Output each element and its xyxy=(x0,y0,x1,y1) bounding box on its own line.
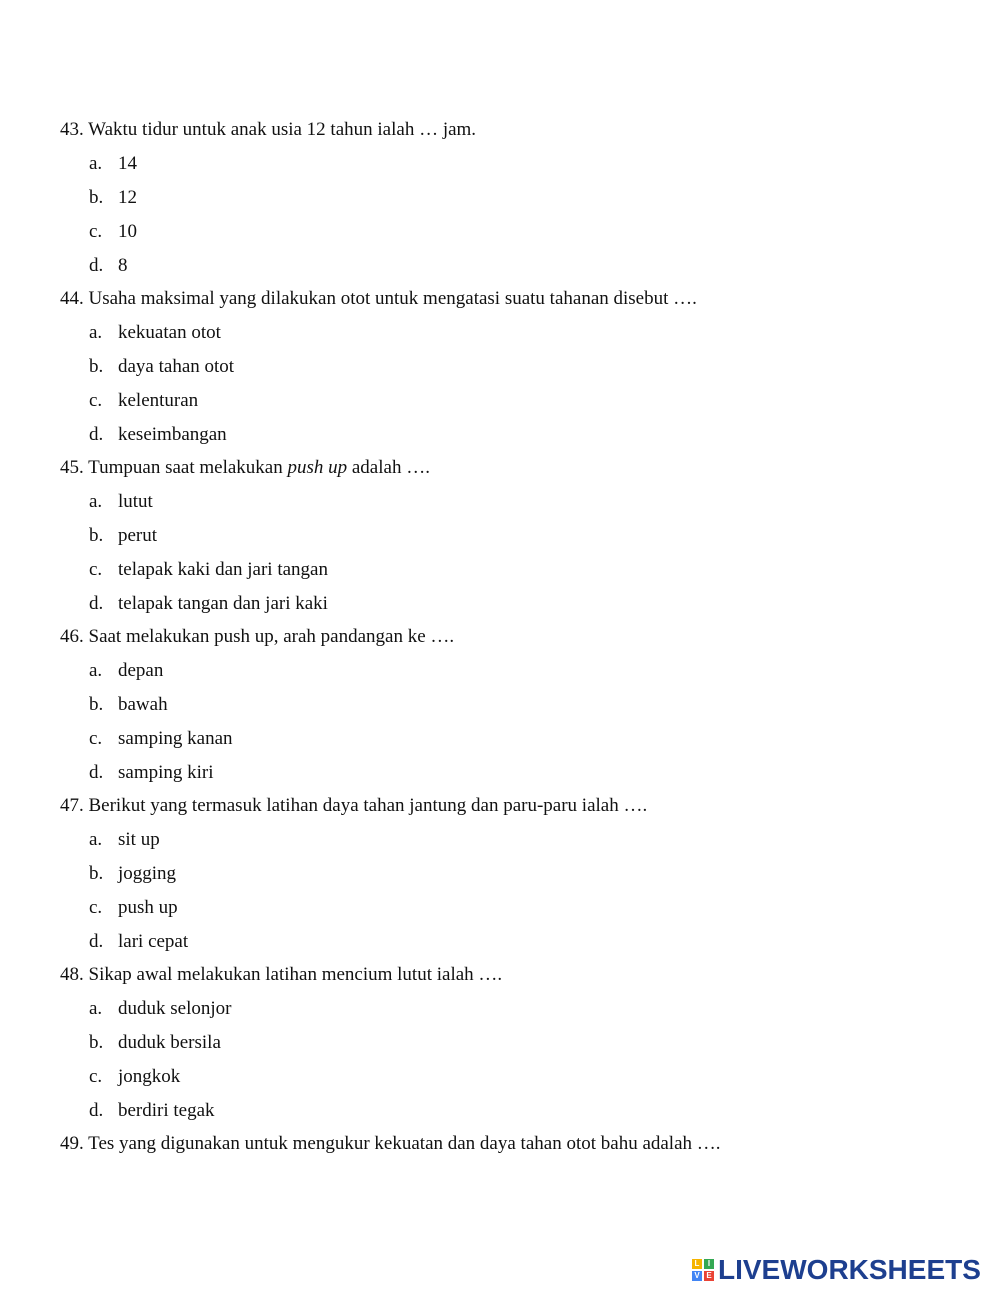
option-letter: a. xyxy=(89,998,103,1019)
question-text-italic: push up xyxy=(287,457,348,478)
option-letter: d. xyxy=(89,931,104,952)
option-text: kelenturan xyxy=(118,390,199,411)
option-text: duduk bersila xyxy=(118,1032,221,1053)
question-number: 48. xyxy=(60,964,84,985)
option-letter: d. xyxy=(89,424,104,445)
question-47 xyxy=(60,795,647,817)
option-text: keseimbangan xyxy=(118,424,227,445)
question-43 xyxy=(60,119,476,141)
option-letter: c. xyxy=(89,728,103,749)
option-text: 12 xyxy=(118,187,137,208)
question-number: 46. xyxy=(60,626,84,647)
option-letter: d. xyxy=(89,255,104,276)
logo-text: LIVEWORKSHEETS xyxy=(718,1254,981,1285)
question-number: 43. xyxy=(60,119,84,140)
option-letter: c. xyxy=(89,221,103,242)
question-number: 44. xyxy=(60,288,84,309)
option-text: depan xyxy=(118,660,164,681)
logo-square: I xyxy=(704,1259,714,1269)
question-number: 49. xyxy=(60,1133,84,1154)
option-letter: b. xyxy=(89,863,104,884)
question-text: Usaha maksimal yang dilakukan otot untuk mengatasi suatu tahanan disebut …. xyxy=(88,288,697,309)
option-letter: c. xyxy=(89,559,103,580)
question-48 xyxy=(60,964,502,986)
question-text: Tes yang digunakan untuk mengukur kekuatan dan daya tahan otot bahu adalah …. xyxy=(88,1133,721,1154)
option-letter: d. xyxy=(89,1100,104,1121)
option-text: perut xyxy=(118,525,158,546)
liveworksheets-logo[interactable] xyxy=(692,1255,981,1285)
question-number: 47. xyxy=(60,795,84,816)
question-46 xyxy=(60,626,454,648)
option-letter: b. xyxy=(89,525,104,546)
question-44 xyxy=(60,288,697,310)
option-letter: c. xyxy=(89,1066,103,1087)
option-text: push up xyxy=(118,897,178,918)
question-text: Berikut yang termasuk latihan daya tahan jantung dan paru-paru ialah …. xyxy=(88,795,648,816)
option-letter: a. xyxy=(89,153,103,174)
option-letter: b. xyxy=(89,187,104,208)
question-49 xyxy=(60,1133,721,1155)
option-letter: c. xyxy=(89,897,103,918)
question-text: Sikap awal melakukan latihan mencium lutut ialah …. xyxy=(88,964,503,985)
option-letter: b. xyxy=(89,356,104,377)
option-text: duduk selonjor xyxy=(118,998,232,1019)
option-text: 8 xyxy=(118,255,128,276)
logo-icon xyxy=(692,1259,714,1281)
option-text: samping kanan xyxy=(118,728,233,749)
option-text: 14 xyxy=(118,153,137,174)
question-text-before: Tumpuan saat melakukan xyxy=(88,457,283,478)
option-letter: b. xyxy=(89,1032,104,1053)
option-letter: a. xyxy=(89,829,103,850)
option-letter: b. xyxy=(89,694,104,715)
logo-square: L xyxy=(692,1259,702,1269)
option-letter: a. xyxy=(89,491,103,512)
option-text: lutut xyxy=(118,491,153,512)
option-text: lari cepat xyxy=(118,931,189,952)
question-number: 45. xyxy=(60,457,84,478)
option-letter: a. xyxy=(89,660,103,681)
question-text-after: adalah …. xyxy=(351,457,430,478)
logo-square: E xyxy=(704,1271,714,1281)
option-text: berdiri tegak xyxy=(118,1100,215,1121)
option-text: samping kiri xyxy=(118,762,214,783)
option-text: kekuatan otot xyxy=(118,322,221,343)
logo-square: V xyxy=(692,1271,702,1281)
option-text: daya tahan otot xyxy=(118,356,235,377)
option-letter: a. xyxy=(89,322,103,343)
option-text: telapak kaki dan jari tangan xyxy=(118,559,328,580)
option-text: jogging xyxy=(118,863,177,884)
option-text: 10 xyxy=(118,221,137,242)
question-45 xyxy=(60,457,430,479)
question-text: Saat melakukan push up, arah pandangan ke …. xyxy=(88,626,455,647)
option-text: bawah xyxy=(118,694,168,715)
option-text: telapak tangan dan jari kaki xyxy=(118,593,328,614)
question-text: Waktu tidur untuk anak usia 12 tahun ialah … jam. xyxy=(88,119,477,140)
option-letter: d. xyxy=(89,593,104,614)
option-letter: d. xyxy=(89,762,104,783)
option-text: jongkok xyxy=(118,1066,181,1087)
option-text: sit up xyxy=(118,829,160,850)
option-letter: c. xyxy=(89,390,103,411)
